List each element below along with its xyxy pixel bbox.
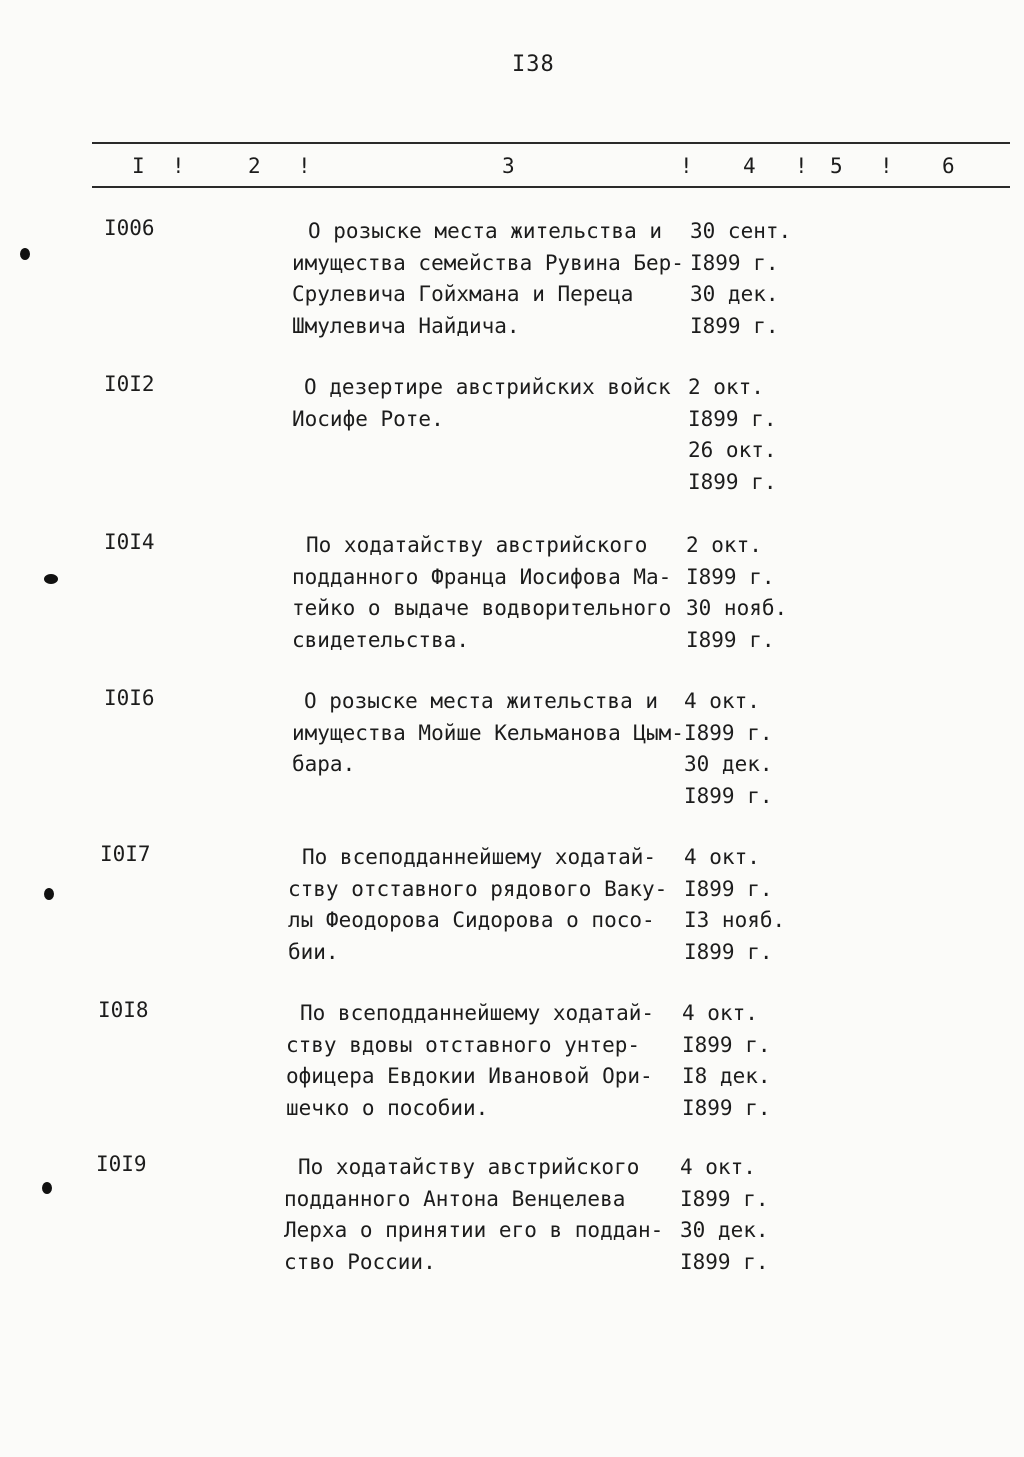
date-line: 4 окт. bbox=[682, 1001, 758, 1025]
description-line: имущества Мойше Кельманова Цым- bbox=[292, 720, 684, 745]
date-line: 2 окт. bbox=[688, 375, 764, 399]
description-line: лы Феодорова Сидорова о посо- bbox=[288, 908, 655, 932]
entry-description bbox=[292, 372, 692, 498]
date-line: I899 г. bbox=[688, 469, 777, 494]
column-separator: ! bbox=[680, 154, 693, 178]
date-line: I3 нояб. bbox=[684, 908, 786, 932]
binding-hole-mark bbox=[44, 574, 58, 584]
header-top-rule bbox=[92, 142, 1010, 144]
date-line: 26 окт. bbox=[688, 438, 777, 462]
date-line: I899 г. bbox=[684, 783, 773, 808]
date-line: I899 г. bbox=[680, 1186, 769, 1211]
archive-entry bbox=[0, 686, 1024, 836]
entry-description bbox=[292, 686, 692, 812]
archive-entry bbox=[0, 372, 1024, 522]
entry-dates bbox=[684, 686, 794, 812]
description-line: имущества семейства Рувина Бер- bbox=[292, 250, 684, 275]
column-header-2: 2 bbox=[248, 154, 261, 178]
description-line: шечко о пособии. bbox=[286, 1095, 489, 1120]
description-line: ству вдовы отставного унтер- bbox=[286, 1032, 641, 1057]
column-separator: ! bbox=[880, 154, 893, 178]
description-line: Шмулевича Найдича. bbox=[292, 313, 520, 338]
date-line: I899 г. bbox=[690, 313, 779, 338]
date-line: I899 г. bbox=[690, 250, 779, 275]
entry-number: I0I6 bbox=[104, 686, 155, 710]
binding-hole-mark bbox=[44, 888, 54, 900]
description-line: Лерха о принятии его в поддан- bbox=[284, 1218, 664, 1242]
description-line bbox=[292, 435, 692, 467]
entry-number: I0I9 bbox=[96, 1152, 147, 1176]
description-line: По всеподданнейшему ходатай- bbox=[300, 1001, 655, 1025]
date-line: 30 дек. bbox=[680, 1218, 769, 1242]
column-separator: ! bbox=[795, 154, 808, 178]
date-line: I899 г. bbox=[684, 720, 773, 745]
entry-description bbox=[286, 998, 686, 1124]
page-number: I38 bbox=[512, 52, 555, 77]
date-line: 4 окт. bbox=[680, 1155, 756, 1179]
date-line: I899 г. bbox=[684, 876, 773, 901]
description-line: О розыске места жительства и bbox=[308, 219, 663, 243]
archive-entry bbox=[0, 1152, 1024, 1302]
date-line: I899 г. bbox=[686, 627, 775, 652]
date-line: I899 г. bbox=[684, 939, 773, 964]
column-header-4: 4 bbox=[743, 154, 756, 178]
column-header-6: 6 bbox=[942, 154, 955, 178]
entry-number: I0I2 bbox=[104, 372, 155, 396]
entry-description bbox=[284, 1152, 684, 1278]
entry-dates bbox=[680, 1152, 790, 1278]
entry-dates bbox=[684, 842, 794, 968]
description-line bbox=[292, 781, 692, 813]
entry-dates bbox=[686, 530, 796, 656]
date-line: 30 дек. bbox=[690, 282, 779, 306]
description-line bbox=[292, 467, 692, 499]
date-line: I899 г. bbox=[682, 1095, 771, 1120]
date-line: I899 г. bbox=[682, 1032, 771, 1057]
description-line: Срулевича Гойхмана и Переца bbox=[292, 282, 634, 306]
description-line: ство России. bbox=[284, 1249, 436, 1274]
binding-hole-mark bbox=[42, 1182, 52, 1194]
date-line: I8 дек. bbox=[682, 1064, 771, 1088]
description-line: подданного Антона Венцелева bbox=[284, 1186, 626, 1211]
description-line: тейко о выдаче водворительного bbox=[292, 596, 672, 620]
column-separator: ! bbox=[172, 154, 185, 178]
column-separator: ! bbox=[298, 154, 311, 178]
date-line: 30 дек. bbox=[684, 752, 773, 776]
archive-entry bbox=[0, 842, 1024, 992]
entry-dates bbox=[690, 216, 800, 342]
column-header-1: I bbox=[132, 154, 145, 178]
archive-entry bbox=[0, 216, 1024, 366]
description-line: По ходатайству австрийского bbox=[306, 533, 648, 557]
entry-description bbox=[288, 842, 688, 968]
date-line: I899 г. bbox=[686, 564, 775, 589]
description-line: свидетельства. bbox=[292, 627, 470, 652]
description-line: По всеподданнейшему ходатай- bbox=[302, 845, 657, 869]
date-line: 30 нояб. bbox=[686, 596, 788, 620]
entry-description bbox=[292, 216, 692, 342]
description-line: ству отставного рядового Ваку- bbox=[288, 876, 668, 901]
entry-dates bbox=[688, 372, 798, 498]
description-line: О розыске места жительства и bbox=[304, 689, 659, 713]
date-line: I899 г. bbox=[680, 1249, 769, 1274]
description-line: бара. bbox=[292, 752, 356, 776]
date-line: 2 окт. bbox=[686, 533, 762, 557]
header-bottom-rule bbox=[92, 186, 1010, 188]
entry-description bbox=[292, 530, 692, 656]
description-line: подданного Франца Иосифова Ма- bbox=[292, 564, 672, 589]
entry-number: I0I4 bbox=[104, 530, 155, 554]
description-line: Иосифе Роте. bbox=[292, 406, 444, 431]
date-line: 4 окт. bbox=[684, 845, 760, 869]
description-line: бии. bbox=[288, 939, 339, 964]
date-line: I899 г. bbox=[688, 406, 777, 431]
archive-entry bbox=[0, 998, 1024, 1148]
date-line: 30 сент. bbox=[690, 219, 792, 243]
entry-dates bbox=[682, 998, 792, 1124]
binding-hole-mark bbox=[20, 248, 30, 260]
column-header-5: 5 bbox=[830, 154, 843, 178]
description-line: По ходатайству австрийского bbox=[298, 1155, 640, 1179]
entry-number: I0I7 bbox=[100, 842, 151, 866]
column-header-3: 3 bbox=[502, 154, 515, 178]
entry-number: I0I8 bbox=[98, 998, 149, 1022]
date-line: 4 окт. bbox=[684, 689, 760, 713]
description-line: офицера Евдокии Ивановой Ори- bbox=[286, 1064, 653, 1088]
description-line: О дезертире австрийских войск bbox=[304, 375, 671, 399]
entry-number: I006 bbox=[104, 216, 155, 240]
archive-entry bbox=[0, 530, 1024, 680]
